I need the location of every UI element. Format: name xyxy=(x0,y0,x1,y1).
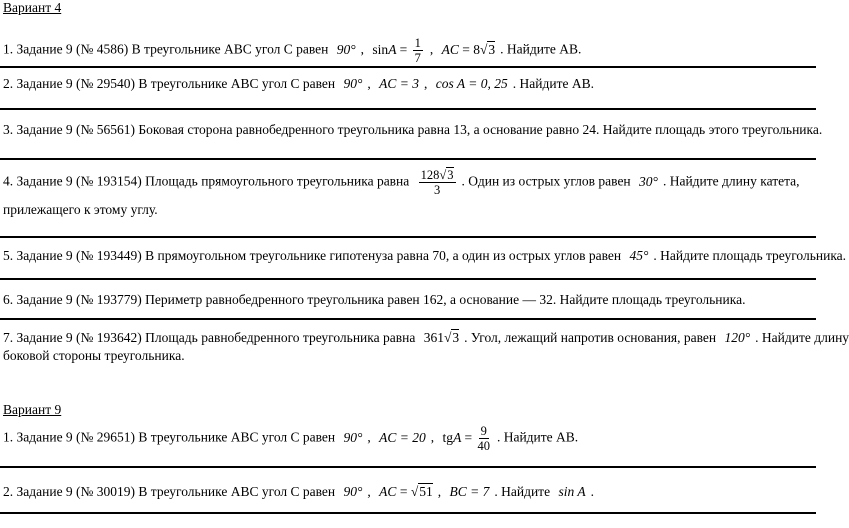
formula-ac: AC = 3 xyxy=(379,76,420,91)
formula-sin xyxy=(372,36,424,65)
task-v4-2 xyxy=(3,76,594,92)
sqrt-sign: √ xyxy=(479,41,488,57)
fraction-denominator: 40 xyxy=(477,439,490,453)
task-text: . xyxy=(590,484,594,499)
variant-title: Вариант 9 xyxy=(3,402,62,417)
formula-angle: 30° xyxy=(639,173,658,189)
task-text: 2. Задание 9 (№ 29540) В треугольнике ABC угол C равен xyxy=(3,76,336,91)
divider xyxy=(0,278,816,280)
separator: , xyxy=(424,76,428,91)
formula-area-fraction xyxy=(419,168,456,197)
function-name: tg xyxy=(442,429,454,445)
formula-angle: 90° xyxy=(336,41,356,57)
divider xyxy=(0,158,816,160)
formula-tg xyxy=(442,424,492,453)
equals: = xyxy=(399,41,408,57)
radicand: 51 xyxy=(419,484,433,499)
divider xyxy=(0,108,816,110)
task-v9-2 xyxy=(3,484,594,500)
task-v4-5 xyxy=(3,248,846,264)
function-name: sin xyxy=(372,41,389,57)
divider xyxy=(0,512,816,514)
variable: AC xyxy=(441,41,459,57)
coefficient: 8 xyxy=(473,41,480,57)
task-v4-6: 6. Задание 9 (№ 193779) Периметр равнобедренного треугольника равен 162, а основание — 32. Найдите площадь треугольника. xyxy=(3,292,746,307)
formula-cos: cos A = 0, 25 xyxy=(435,76,508,91)
variant-title: Вариант 4 xyxy=(3,0,62,15)
task-v4-7 xyxy=(3,330,849,364)
formula-angle: 90° xyxy=(343,76,363,91)
divider xyxy=(0,66,816,68)
fraction-denominator: 3 xyxy=(433,183,441,197)
equals: = xyxy=(462,41,470,57)
formula-angle: 120° xyxy=(724,330,751,345)
equals: = xyxy=(464,429,473,445)
divider xyxy=(0,466,816,468)
divider xyxy=(0,318,816,320)
separator: , xyxy=(360,41,365,57)
task-text: . Найдите площадь треугольника. xyxy=(653,248,847,263)
variable: A xyxy=(388,41,397,57)
variable: A xyxy=(453,429,462,445)
formula-area xyxy=(424,330,459,345)
fraction-numerator: 9 xyxy=(480,424,487,438)
task-text: 1. Задание 9 (№ 4586) В треугольнике ABC угол C равен xyxy=(3,41,329,57)
variable: AC xyxy=(379,484,397,499)
task-text: 1. Задание 9 (№ 29651) В треугольнике ABC угол C равен xyxy=(3,429,336,445)
sqrt-sign: √ xyxy=(410,484,419,499)
formula-sin: sin A xyxy=(558,484,586,499)
task-text: . Найдите длину катета, xyxy=(662,173,800,189)
coefficient: 128 xyxy=(420,168,440,182)
fraction-numerator: 128√3 xyxy=(420,168,454,182)
radicand: 3 xyxy=(452,330,460,345)
separator: , xyxy=(367,76,371,91)
equals: = xyxy=(399,484,408,499)
task-v4-1 xyxy=(3,36,581,65)
task-text: 7. Задание 9 (№ 193642) Площадь равнобедренного треугольника равна xyxy=(3,330,416,345)
separator: , xyxy=(429,41,434,57)
radicand: 3 xyxy=(488,41,496,57)
fraction-denominator: 7 xyxy=(414,51,421,65)
task-text: . Найдите AB. xyxy=(512,76,595,91)
separator: , xyxy=(430,429,435,445)
task-text-line2: боковой стороны треугольника. xyxy=(3,348,185,363)
formula-bc: BC = 7 xyxy=(449,484,490,499)
formula-ac: AC = 20 xyxy=(379,429,426,445)
radicand: 3 xyxy=(447,168,454,182)
divider xyxy=(0,236,816,238)
task-text: 4. Задание 9 (№ 193154) Площадь прямоугольного треугольника равна xyxy=(3,173,410,189)
task-text: 2. Задание 9 (№ 30019) В треугольнике ABC угол C равен xyxy=(3,484,336,499)
task-text-line2: прилежащего к этому углу. xyxy=(3,202,158,217)
separator: , xyxy=(367,484,371,499)
formula-angle: 90° xyxy=(343,429,363,445)
task-text: 5. Задание 9 (№ 193449) В прямоугольном треугольнике гипотенуза равна 70, а один из острых углов равен xyxy=(3,248,622,263)
task-text: . Угол, лежащий напротив основания, равен xyxy=(464,330,717,345)
task-text: . Найдите длину xyxy=(755,330,849,345)
separator: , xyxy=(437,484,442,499)
formula-angle: 45° xyxy=(629,248,649,263)
sqrt-sign: √ xyxy=(443,330,452,345)
task-text: . Найдите xyxy=(494,484,551,499)
formula-ac xyxy=(379,484,433,499)
task-text: . Найдите AB. xyxy=(500,41,582,57)
coefficient: 361 xyxy=(423,330,444,345)
formula-angle: 90° xyxy=(343,484,363,499)
task-v9-1 xyxy=(3,424,578,453)
formula-ac xyxy=(442,42,496,57)
task-v4-3: 3. Задание 9 (№ 56561) Боковая сторона равнобедренного треугольника равна 13, а основание равно 24. Найдите площадь этого треугольника. xyxy=(3,122,823,137)
task-text: . Один из острых углов равен xyxy=(461,173,631,189)
separator: , xyxy=(367,429,371,445)
fraction-numerator: 1 xyxy=(414,36,421,50)
task-text: . Найдите AB. xyxy=(496,429,579,445)
task-v4-4 xyxy=(3,168,800,218)
